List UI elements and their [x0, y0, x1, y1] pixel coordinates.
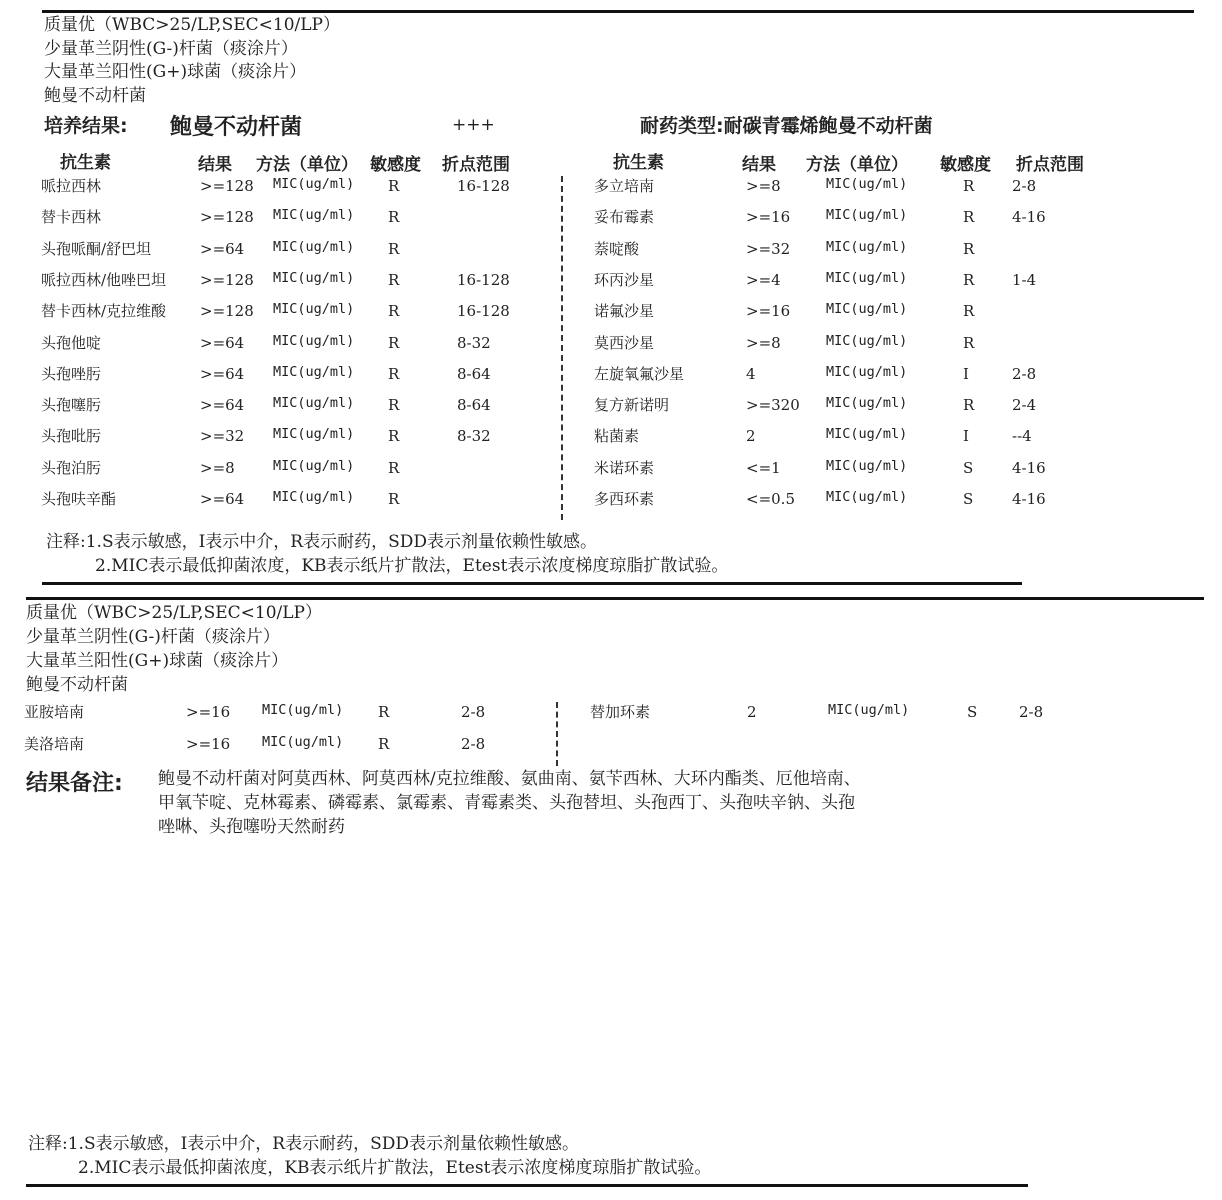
table-row [0, 333, 1222, 357]
table-row [0, 270, 1222, 294]
result-value: 2 [747, 703, 757, 721]
sensitivity-value: R [388, 208, 400, 227]
method-unit: MIC(ug/ml) [273, 238, 355, 255]
sensitivity-value: I [963, 427, 969, 446]
table-row [0, 364, 1222, 388]
method-unit: MIC(ug/ml) [273, 395, 355, 412]
smear-line: 少量革兰阴性(G-)杆菌（痰涂片） [26, 627, 280, 647]
culture-label: 培养结果: [44, 115, 128, 137]
table-row [0, 176, 1222, 200]
note-line: 注释:1.S表示敏感，I表示中介，R表示耐药，SDD表示剂量依赖性敏感。 [46, 532, 598, 552]
drug-name: 妥布霉素 [594, 208, 655, 227]
drug-name: 哌拉西林/他唑巴坦 [41, 270, 167, 289]
drug-name: 头孢泊肟 [41, 458, 102, 477]
result-value: >=16 [746, 208, 791, 227]
drug-name: 多立培南 [594, 177, 655, 195]
result-value: >=128 [200, 208, 254, 227]
result-value: <=1 [746, 458, 781, 477]
drug-name: 诺氟沙星 [594, 302, 655, 321]
sensitivity-value: I [963, 364, 969, 383]
col-header-breakpoint: 折点范围 [1016, 155, 1084, 175]
drug-name: 复方新诺明 [594, 396, 670, 415]
breakpoint-range: 8-64 [457, 364, 491, 383]
sensitivity-value: R [963, 270, 975, 289]
sensitivity-value: R [963, 396, 975, 415]
result-value: >=8 [746, 333, 781, 352]
result-value: >=32 [200, 427, 245, 446]
method-unit: MIC(ug/ml) [273, 207, 355, 224]
sensitivity-value: R [388, 427, 400, 446]
drug-name: 左旋氧氟沙星 [594, 364, 685, 383]
sensitivity-value: S [963, 490, 974, 508]
breakpoint-range: 8-32 [457, 333, 491, 352]
result-value: >=320 [746, 396, 800, 415]
breakpoint-range: 2-8 [1012, 364, 1037, 383]
breakpoint-range: 2-8 [461, 734, 486, 753]
table-row [0, 489, 1222, 513]
sensitivity-value: R [378, 703, 390, 721]
breakpoint-range: 1-4 [1012, 270, 1037, 289]
table-row [0, 301, 1222, 325]
sensitivity-value: R [963, 177, 975, 195]
breakpoint-range: 2-4 [1012, 396, 1037, 415]
drug-name: 美洛培南 [24, 734, 85, 753]
drug-name: 粘菌素 [594, 427, 640, 446]
note-line: 2.MIC表示最低抑菌浓度，KB表示纸片扩散法，Etest表示浓度梯度琼脂扩散试验。 [78, 1158, 712, 1178]
result-value: >=64 [200, 364, 245, 383]
result-value: >=64 [200, 396, 245, 415]
smear-line: 鲍曼不动杆菌 [44, 86, 146, 106]
method-unit: MIC(ug/ml) [273, 363, 355, 380]
resistance-type: 耐药类型:耐碳青霉烯鲍曼不动杆菌 [640, 115, 933, 137]
sensitivity-value: R [388, 302, 400, 321]
method-unit: MIC(ug/ml) [826, 457, 908, 474]
smear-line: 鲍曼不动杆菌 [26, 675, 128, 695]
method-unit: MIC(ug/ml) [826, 363, 908, 380]
bottom-rule [26, 1184, 1028, 1187]
drug-name: 替卡西林 [41, 208, 102, 227]
method-unit: MIC(ug/ml) [273, 489, 355, 505]
drug-name: 亚胺培南 [24, 703, 85, 721]
drug-name: 萘啶酸 [594, 239, 640, 258]
drug-name: 替加环素 [590, 703, 651, 721]
culture-value: 鲍曼不动杆菌 [170, 115, 303, 140]
col-header-result: 结果 [742, 155, 776, 175]
sensitivity-value: R [963, 302, 975, 321]
col-header-method: 方法（单位） [806, 155, 908, 175]
remark-line: 甲氧苄啶、克林霉素、磷霉素、氯霉素、青霉素类、头孢替坦、头孢西丁、头孢呋辛钠、头孢 [158, 793, 855, 813]
breakpoint-range: 8-32 [457, 427, 491, 446]
method-unit: MIC(ug/ml) [826, 176, 908, 192]
drug-name: 多西环素 [594, 490, 655, 508]
col-header-drug: 抗生素 [60, 153, 111, 173]
table-row [0, 426, 1222, 450]
result-value: >=8 [200, 458, 235, 477]
col-header-sensitivity: 敏感度 [940, 155, 991, 175]
result-value: 4 [746, 364, 756, 383]
remark-label: 结果备注: [26, 771, 123, 796]
result-value: >=128 [200, 177, 254, 195]
sensitivity-value: R [388, 396, 400, 415]
result-value: >=16 [186, 734, 231, 753]
table-row [0, 207, 1222, 231]
sensitivity-value: S [967, 703, 978, 721]
breakpoint-range: 16-128 [457, 270, 510, 289]
sensitivity-value: R [388, 364, 400, 383]
drug-name: 头孢唑肟 [41, 364, 102, 383]
col-header-result: 结果 [198, 155, 232, 175]
drug-name: 头孢呋辛酯 [41, 490, 117, 508]
table-row [0, 395, 1222, 419]
smear-line: 少量革兰阴性(G-)杆菌（痰涂片） [44, 39, 298, 59]
sensitivity-value: R [378, 734, 390, 753]
table-row [0, 458, 1222, 482]
table-row [0, 734, 1222, 758]
breakpoint-range: 16-128 [457, 177, 510, 195]
section-rule [42, 582, 1022, 585]
breakpoint-range: 16-128 [457, 302, 510, 321]
breakpoint-range: 4-16 [1012, 208, 1046, 227]
col-header-sensitivity: 敏感度 [370, 155, 421, 175]
method-unit: MIC(ug/ml) [273, 426, 355, 443]
smear-line: 大量革兰阳性(G+)球菌（痰涂片） [26, 651, 289, 671]
method-unit: MIC(ug/ml) [273, 176, 355, 192]
drug-name: 头孢吡肟 [41, 427, 102, 446]
sensitivity-value: R [388, 270, 400, 289]
method-unit: MIC(ug/ml) [826, 301, 908, 318]
result-value: >=128 [200, 270, 254, 289]
drug-name: 替卡西林/克拉维酸 [41, 302, 167, 321]
result-value: >=8 [746, 177, 781, 195]
col-header-method: 方法（单位） [256, 155, 358, 175]
culture-grade: +++ [452, 115, 495, 135]
result-value: >=16 [746, 302, 791, 321]
sensitivity-value: R [388, 490, 400, 508]
remark-line: 唑啉、头孢噻吩天然耐药 [158, 817, 345, 837]
method-unit: MIC(ug/ml) [826, 426, 908, 443]
drug-name: 米诺环素 [594, 458, 655, 477]
breakpoint-range: --4 [1012, 427, 1032, 446]
method-unit: MIC(ug/ml) [273, 269, 355, 286]
result-value: >=16 [186, 703, 231, 721]
drug-name: 哌拉西林 [41, 177, 102, 195]
sensitivity-value: R [388, 333, 400, 352]
breakpoint-range: 2-8 [1019, 703, 1044, 721]
sensitivity-value: R [963, 208, 975, 227]
table-row [0, 239, 1222, 263]
method-unit: MIC(ug/ml) [262, 733, 344, 750]
method-unit: MIC(ug/ml) [826, 332, 908, 349]
method-unit: MIC(ug/ml) [262, 702, 344, 718]
remark-line: 鲍曼不动杆菌对阿莫西林、阿莫西林/克拉维酸、氨曲南、氨苄西林、大环内酯类、厄他培南、 [158, 769, 861, 789]
method-unit: MIC(ug/ml) [826, 269, 908, 286]
method-unit: MIC(ug/ml) [826, 238, 908, 255]
sensitivity-value: R [388, 239, 400, 258]
method-unit: MIC(ug/ml) [828, 702, 910, 718]
sensitivity-value: S [963, 458, 974, 477]
result-value: >=64 [200, 239, 245, 258]
smear-line: 质量优（WBC>25/LP,SEC<10/LP） [44, 15, 340, 35]
sensitivity-value: R [388, 458, 400, 477]
drug-name: 环丙沙星 [594, 270, 655, 289]
result-value: >=128 [200, 302, 254, 321]
method-unit: MIC(ug/ml) [273, 457, 355, 474]
smear-line: 大量革兰阳性(G+)球菌（痰涂片） [44, 62, 307, 82]
method-unit: MIC(ug/ml) [826, 207, 908, 224]
drug-name: 头孢噻肟 [41, 396, 102, 415]
result-value: <=0.5 [746, 490, 795, 508]
result-value: >=64 [200, 333, 245, 352]
col-header-drug: 抗生素 [613, 153, 664, 173]
result-value: >=64 [200, 490, 245, 508]
note-line: 2.MIC表示最低抑菌浓度，KB表示纸片扩散法，Etest表示浓度梯度琼脂扩散试验。 [95, 556, 729, 576]
drug-name: 头孢哌酮/舒巴坦 [41, 239, 152, 258]
drug-name: 头孢他啶 [41, 333, 102, 352]
col-header-breakpoint: 折点范围 [442, 155, 510, 175]
method-unit: MIC(ug/ml) [826, 395, 908, 412]
method-unit: MIC(ug/ml) [826, 489, 908, 505]
result-value: >=4 [746, 270, 781, 289]
breakpoint-range: 8-64 [457, 396, 491, 415]
section-rule [26, 597, 1204, 600]
method-unit: MIC(ug/ml) [273, 332, 355, 349]
drug-name: 莫西沙星 [594, 333, 655, 352]
table-row [0, 702, 1222, 726]
breakpoint-range: 4-16 [1012, 490, 1046, 508]
breakpoint-range: 2-8 [461, 703, 486, 721]
top-rule [42, 10, 1194, 13]
breakpoint-range: 2-8 [1012, 177, 1037, 195]
smear-line: 质量优（WBC>25/LP,SEC<10/LP） [26, 603, 322, 623]
result-value: 2 [746, 427, 756, 446]
note-line: 注释:1.S表示敏感，I表示中介，R表示耐药，SDD表示剂量依赖性敏感。 [28, 1134, 580, 1154]
sensitivity-value: R [963, 239, 975, 258]
sensitivity-value: R [388, 177, 400, 195]
result-value: >=32 [746, 239, 791, 258]
sensitivity-value: R [963, 333, 975, 352]
method-unit: MIC(ug/ml) [273, 301, 355, 318]
breakpoint-range: 4-16 [1012, 458, 1046, 477]
